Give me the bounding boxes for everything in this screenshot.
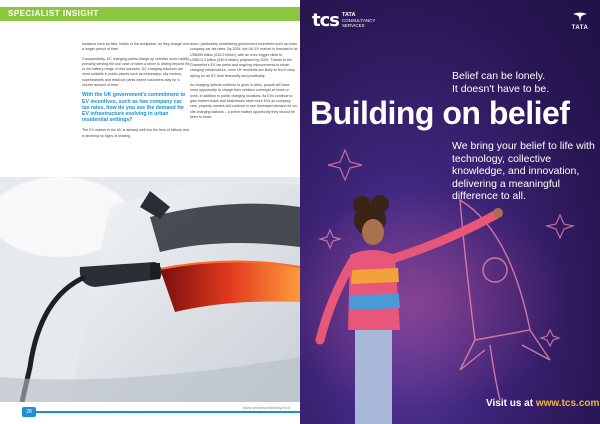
col2-paragraph-2: As charging options continue to grow in cities, people will have more opportunity to charge their vehicles overnight at home or work, in addition to public charging locations. As EVs continue to gain market share and businesses have more EVs as company cars, property owners will continue to see increased demand for on-site charging stations – a prime market opportunity they should be keen to seize.: [190, 83, 298, 119]
text-column-1: [82, 42, 190, 143]
page-number: 28: [22, 407, 36, 417]
footer-rule: [36, 411, 300, 413]
visit-url-link[interactable]: www.tcs.com: [535, 398, 600, 409]
page-footer: [0, 402, 300, 424]
pull-quote: With the UK government's commitment to EV incentives, such as low company car tax rates, how do you see the demand for EV infrastructure evolving in urban residential settings?: [82, 92, 186, 124]
tcs-brand-text: [342, 12, 402, 28]
advert-headline: Building on belief: [310, 95, 570, 131]
footer-website: www.smartworldtoday.tech: [242, 405, 290, 410]
visit-prefix: Visit us at: [486, 398, 536, 409]
tata-logo: [565, 12, 595, 31]
ev-charging-photo: [0, 177, 300, 402]
advert-body: We bring your belief to life with technology, collective knowledge, and innovation, delivering a meaningful difference to all.: [452, 140, 595, 202]
tcs-advert-page: [300, 0, 600, 424]
col1-paragraph-3: The EV market in the UK is already well into the tens of billions and is showing no signs of slowing: [82, 128, 189, 138]
ev-charging-illustration: [0, 177, 300, 402]
tagline-line-2: It doesn't have to be.: [452, 82, 550, 95]
col2-paragraph-1: down, particularly considering government incentives such as lower company car tax rates. By 2024, the UK EV market is forecast to hit US$260 billion (£26.9 billion), with an even bigger climb to US$513.3 billion (£40.6 billion) projected by 2029. Thanks to the Chancellor's EV tax perks and ongoing improvements in urban charging infrastructure, more UK residents are likely to find it easy opting for an EV both financially and practically.: [190, 42, 298, 78]
tcs-logo: [312, 10, 376, 31]
text-column-2: [190, 42, 298, 124]
section-banner: [0, 7, 300, 21]
col1-paragraph-1: locations such as flats, hotels or the workplace, as they charge over a longer period of time.: [82, 42, 190, 52]
tcs-brand-line-1: TATA: [342, 12, 356, 18]
visit-line: [486, 398, 599, 409]
tagline-line-1: Belief can be lonely.: [452, 70, 546, 82]
tata-logo-word: TATA: [571, 25, 589, 31]
tata-emblem-icon: [565, 12, 595, 25]
tcs-brand-line-3: SERVICES: [342, 23, 365, 28]
tcs-logo-mark: tcs: [312, 10, 339, 31]
advert-illustration: [300, 0, 600, 424]
tcs-brand-line-2: CONSULTANCY: [342, 18, 376, 23]
section-label: SPECIALIST INSIGHT: [8, 9, 99, 18]
tagline: [452, 70, 592, 95]
col1-paragraph-2: Comparatively, DC charging points charge up vehicles more rapidly, primarily serving the use case of when a driver is driving beyond his or her battery range. In this scenario, DC charging solutions are more suitable in public places such as motorways, city centres, supermarkets and retail car parks where customers stay for a shorter amount of time.: [82, 56, 190, 88]
